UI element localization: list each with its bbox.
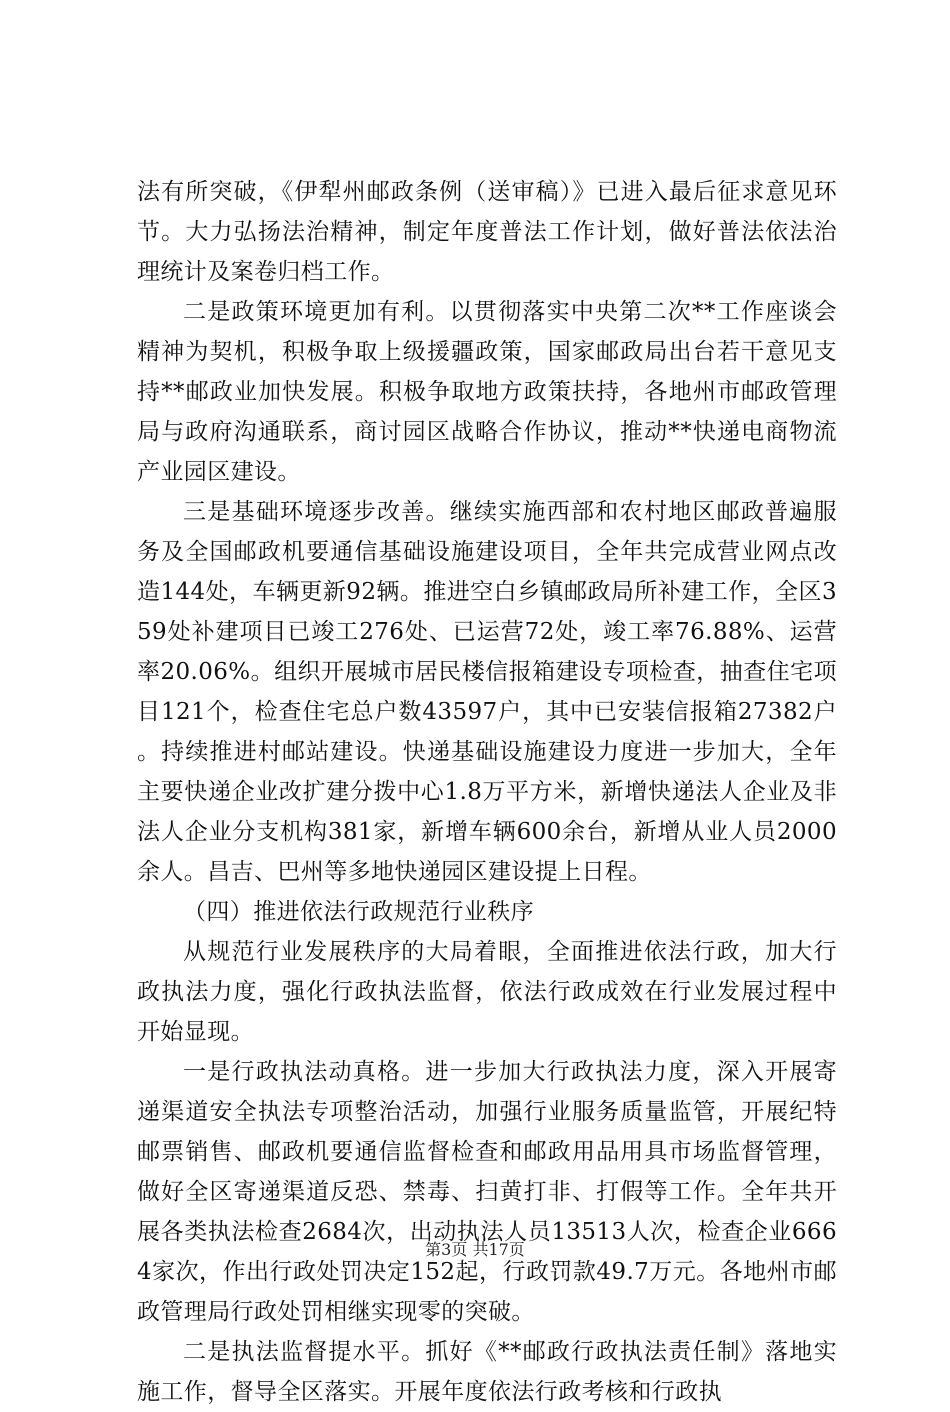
page-footer: 第3页 共17页 — [425, 1240, 525, 1259]
paragraph-continuation: 法有所突破，《伊犁州邮政条例（送审稿）》已进入最后征求意见环节。大力弘扬法治精神，制定年度普法工作计划，做好普法依法治理统计及案卷归档工作。 — [137, 179, 837, 285]
paragraph-policy-environment: 二是政策环境更加有利。以贯彻落实中央第二次**工作座谈会精神为契机，积极争取上级援疆政策，国家邮政局出台若干意见支持**邮政业加快发展。积极争取地方政策扶持，各地州市邮政管理局与政府沟通联系，商讨园区战略合作协议，推动**快递电商物流产业园区建设。 — [137, 299, 837, 485]
paragraph-law-enforcement: 一是行政执法动真格。进一步加大行政执法力度，深入开展寄递渠道安全执法专项整治活动，加强行业服务质量监管，开展纪特邮票销售、邮政机要通信监督检查和邮政用品用具市场监督管理，做好全区寄递渠道反恐、禁毒、扫黄打非、打假等工作。全年共开展各类执法检查2684次，出动执法人员13513人次，检查企业6664家次，作出行政处罚决定152起，行政罚款49.7万元。各地州市邮政管理局行政处罚相继实现零的突破。 — [137, 1059, 837, 1325]
document-body — [137, 172, 837, 1412]
paragraph-law-administration-intro: 从规范行业发展秩序的大局着眼，全面推进依法行政，加大行政执法力度，强化行政执法监督，依法行政成效在行业发展过程中开始显现。 — [137, 939, 837, 1045]
paragraph-infrastructure: 三是基础环境逐步改善。继续实施西部和农村地区邮政普遍服务及全国邮政机要通信基础设施建设项目，全年共完成营业网点改造144处，车辆更新92辆。推进空白乡镇邮政局所补建工作，全区359处补建项目已竣工276处、已运营72处，竣工率76.88%、运营率20.06%。组织开展城市居民楼信报箱建设专项检查，抽查住宅项目121个，检查住宅总户数43597户，其中已安装信报箱27382户。持续推进村邮站建设。快递基础设施建设力度进一步加大，全年主要快递企业改扩建分拨中心1.8万平方米，新增快递法人企业及非法人企业分支机构381家，新增车辆600余台，新增从业人员2000余人。昌吉、巴州等多地快递园区建设提上日程。 — [137, 499, 837, 885]
section-heading-law-administration: （四）推进依法行政规范行业秩序 — [183, 899, 534, 925]
paragraph-enforcement-supervision: 二是执法监督提水平。抓好《**邮政行政执法责任制》落地实施工作，督导全区落实。开展年度依法行政考核和行政执 — [137, 1339, 837, 1405]
